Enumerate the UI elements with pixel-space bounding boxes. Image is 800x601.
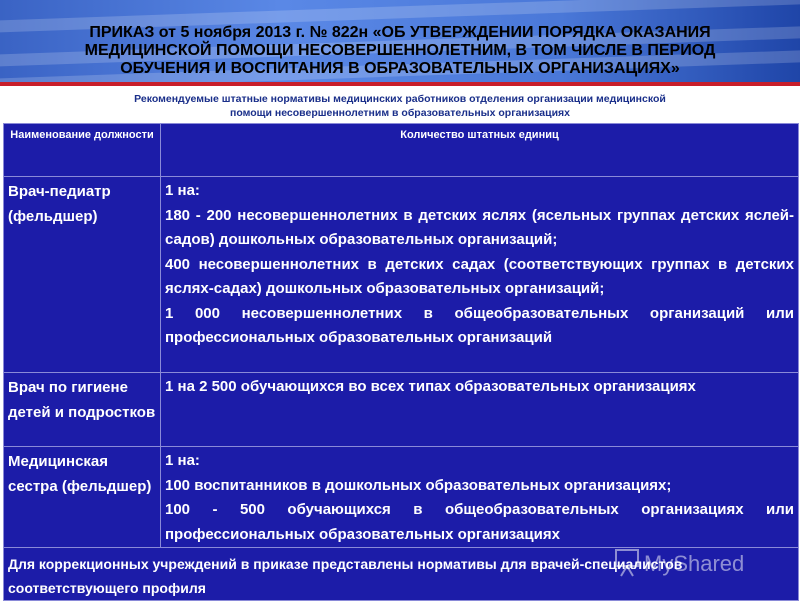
staffing-norm [161,177,799,373]
title-line: ПРИКАЗ от 5 ноября 2013 г. № 822н «ОБ УТВЕРЖДЕНИИ ПОРЯДКА ОКАЗАНИЯ [89,24,711,41]
caption-line: Рекомендуемые штатные нормативы медицинских работников отделения организации медицинской [134,93,666,105]
presentation-icon [616,550,638,576]
caption-line: помощи несовершеннолетним в образовательных организациях [229,107,571,119]
title-line: ОБУЧЕНИЯ И ВОСПИТАНИЯ В ОБРАЗОВАТЕЛЬНЫХ ОРГАНИЗАЦИЯХ» [120,60,680,77]
title-line: МЕДИЦИНСКОЙ ПОМОЩИ НЕСОВЕРШЕННОЛЕТНИМ, В ТОМ ЧИСЛЕ В ПЕРИОД [84,42,716,59]
table-row [4,447,799,548]
title-banner [0,0,800,86]
staffing-norm [161,373,799,447]
position-name: Медицинская сестра (фельдшер) [4,447,161,548]
norm-line: 100 - 500 обучающихся в общеобразовательных организациях или профессиональных образовательных организациях [165,501,794,543]
norm-line: 400 несовершеннолетних в детских садах (соответствующих группах в детских яслях-садах) дошкольных образовательных организаций; [165,255,794,297]
norm-line: 1 на 2 500 обучающихся во всех типах образовательных организациях [165,378,696,395]
staffing-table [3,123,799,601]
norm-line: 1 на: [165,452,200,469]
staffing-norm [161,447,799,548]
norm-line: 180 - 200 несовершеннолетних в детских яслях (ясельных группах детских яслей-садов) дошкольных образовательных организаций; [165,206,794,248]
watermark [612,544,782,580]
norm-line: 1 на: [165,182,200,199]
banner-red-edge [0,82,800,86]
header-units: Количество штатных единиц [161,124,799,177]
table-caption [40,92,760,120]
table-row [4,177,799,373]
table-footnote: Для коррекционных учреждений в приказе представлены нормативы для врачей-специалистов соответствующего профиля [4,548,799,601]
position-name: Врач-педиатр (фельдшер) [4,177,161,373]
table-row [4,373,799,447]
page-title [10,24,790,78]
table-header-row [4,124,799,177]
norm-line: 100 воспитанников в дошкольных образовательных организациях; [165,476,672,494]
norm-line: 1 000 несовершеннолетних в общеобразовательных организаций или профессиональных образовательных организаций [165,304,794,346]
position-name: Врач по гигиене детей и подростков [4,373,161,447]
watermark-text: MyShared [644,551,745,576]
header-position: Наименование должности [4,124,161,177]
